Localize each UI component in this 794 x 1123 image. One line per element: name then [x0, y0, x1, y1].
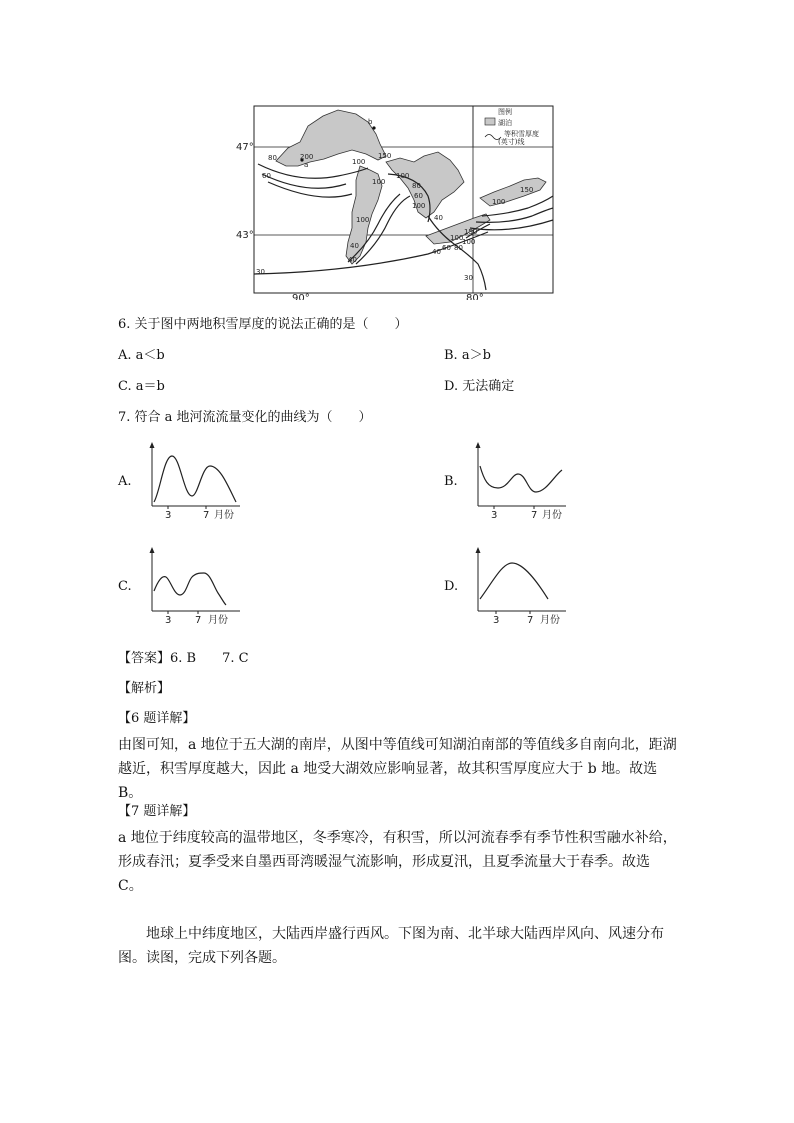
- contour-label: 100: [356, 216, 370, 224]
- q6-option-b[interactable]: B. a＞b: [444, 348, 491, 363]
- tick-7: 7: [527, 615, 534, 626]
- tick-7: 7: [195, 615, 202, 626]
- flow-curve-d: [480, 563, 548, 599]
- great-lakes-map: [228, 104, 558, 300]
- contour-label: 60: [262, 172, 271, 180]
- contour-label: 100: [412, 202, 426, 210]
- lake-ontario: [480, 178, 546, 206]
- tick-7: 7: [531, 510, 538, 521]
- contour-label: 30: [464, 274, 473, 282]
- lon-90-label: 90°: [292, 293, 310, 300]
- q6-stem: 6. 关于图中两地积雪厚度的说法正确的是（ ）: [118, 317, 408, 332]
- contour-label: 150: [520, 186, 534, 194]
- analysis-title: 【解析】: [118, 681, 171, 696]
- q7-option-d-letter[interactable]: D.: [444, 579, 459, 594]
- q7-option-c-letter[interactable]: C.: [118, 579, 132, 594]
- q7-option-a-letter[interactable]: A.: [118, 474, 132, 489]
- label-a: a: [304, 161, 309, 169]
- contour-label: 40: [350, 242, 359, 250]
- x-unit: 月份: [540, 615, 560, 626]
- label-b: b: [368, 118, 373, 126]
- contour-label: 40: [434, 214, 443, 222]
- q7-graph-a[interactable]: [140, 442, 250, 522]
- flow-curve-c: [154, 573, 226, 605]
- q6-option-d[interactable]: D. 无法确定: [444, 379, 515, 394]
- x-unit: 月份: [208, 615, 228, 626]
- contour-label: 200: [300, 153, 314, 161]
- q7-stem: 7. 符合 a 地河流流量变化的曲线为（ ）: [118, 410, 372, 425]
- tick-3: 3: [165, 615, 172, 626]
- q7-graph-b[interactable]: [466, 442, 576, 522]
- q7-explanation-title: 【7 题详解】: [118, 804, 196, 819]
- contour-label: 100: [352, 158, 366, 166]
- q6-explanation-title: 【6 题详解】: [118, 711, 196, 726]
- q6-explanation: 由图可知，a 地位于五大湖的南岸，从图中等值线可知湖泊南部的等值线多自南向北，距湖越近，积雪厚度越大，因此 a 地受大湖效应影响显著，故其积雪厚度应大于 b 地。故选 B。: [118, 737, 677, 801]
- contour-label: 80: [454, 244, 463, 252]
- q6-option-c[interactable]: C. a＝b: [118, 379, 165, 394]
- legend-contour-label-2: (英寸)线: [498, 138, 525, 146]
- contour-label: 30: [256, 268, 265, 276]
- contour-label: 40: [348, 256, 357, 264]
- contour-label: 100: [492, 198, 506, 206]
- lat-47-label: 47°: [236, 142, 254, 153]
- legend-contour-label-1: 等积雪厚度: [504, 130, 539, 138]
- lon-80-label: 80°: [466, 293, 484, 300]
- legend-lake-label: 湖泊: [498, 119, 512, 127]
- legend-title: 图例: [498, 108, 512, 116]
- point-b: [372, 126, 375, 129]
- contour-label: 100: [450, 234, 464, 242]
- contour-label: 80: [268, 154, 277, 162]
- flow-curve-a: [154, 456, 236, 502]
- answer-line: 【答案】6. B 7. C: [118, 651, 249, 666]
- contour-label: 100: [396, 172, 410, 180]
- contour-label: 150: [464, 228, 478, 236]
- next-question-intro: 地球上中纬度地区，大陆西岸盛行西风。下图为南、北半球大陆西岸风向、风速分布图。读图，完成下列各题。: [118, 926, 664, 966]
- contour-label: 100: [462, 238, 476, 246]
- flow-curve-b: [480, 466, 562, 492]
- q7-explanation: a 地位于纬度较高的温带地区，冬季寒冷，有积雪，所以河流春季有季节性积雪融水补给，形成春汛；夏季受来自墨西哥湾暖湿气流影响，形成夏汛，且夏季流量大于春季。故选 C。: [118, 830, 677, 894]
- lat-43-label: 43°: [236, 230, 254, 241]
- contour-label: 80: [412, 182, 421, 190]
- contour-label: 60: [414, 192, 423, 200]
- q7-option-b-letter[interactable]: B.: [444, 474, 458, 489]
- legend-lake-swatch: [485, 118, 495, 125]
- x-unit: 月份: [214, 510, 234, 521]
- x-unit: 月份: [542, 510, 562, 521]
- tick-3: 3: [165, 510, 172, 521]
- tick-7: 7: [203, 510, 210, 521]
- contour-label: 150: [378, 152, 392, 160]
- contour-label: 40: [432, 248, 441, 256]
- contour-label: 100: [372, 178, 386, 186]
- contour-label: 60: [442, 244, 451, 252]
- tick-3: 3: [493, 615, 500, 626]
- q7-graph-d[interactable]: [466, 547, 576, 627]
- tick-3: 3: [491, 510, 498, 521]
- q6-option-a[interactable]: A. a＜b: [118, 348, 165, 363]
- q7-graph-c[interactable]: [140, 547, 250, 627]
